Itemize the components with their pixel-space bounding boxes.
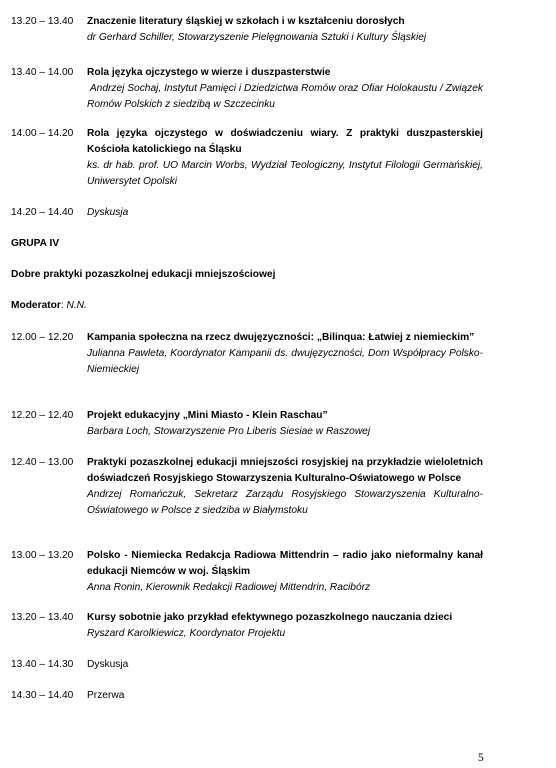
session-time: 14.00 – 14.20 (11, 128, 74, 139)
session-title: Znaczenie literatury śląskiej w szkołach i w kształceniu dorosłych (87, 16, 405, 27)
session-title: Rola języka ojczystego w doświadczeniu wiary. Z praktyki duszpasterskiej Kościoła katolickiego na Śląsku (87, 128, 483, 155)
session-time: 13.20 – 13.40 (11, 16, 74, 27)
session-title: Projekt edukacyjny „Mini Miasto - Klein Raschau” (87, 410, 328, 421)
session-title: Rola języka ojczystego w wierze i duszpasterstwie (87, 67, 331, 78)
session-speaker: Andrzej Sochaj, Instytut Pamięci i Dziedzictwa Romów oraz Ofiar Holokaustu / Związek Romów Polskich z siedzibą w Szczecinku (87, 83, 486, 110)
page-number: 5 (478, 752, 484, 764)
group-heading: GRUPA IV (11, 238, 60, 249)
session-time: 12.00 – 12.20 (11, 332, 74, 343)
moderator-value: N.N. (63, 300, 87, 311)
session-title: Dyskusja (87, 659, 129, 670)
session-speaker: Ryszard Karolkiewicz, Koordynator Projektu (87, 628, 286, 639)
session-time: 12.20 – 12.40 (11, 410, 74, 421)
session-title: Kampania społeczna na rzecz dwujęzyczności: „Bilinqua: Łatwiej z niemieckim” (87, 332, 475, 343)
session-time: 14.30 – 14.40 (11, 690, 74, 701)
session-title: Przerwa (87, 690, 125, 701)
session-time: 14.20 – 14.40 (11, 207, 74, 218)
moderator-label: Moderator (11, 300, 61, 311)
group-topic: Dobre praktyki pozaszkolnej edukacji mniejszościowej (11, 269, 276, 280)
moderator-colon: : (60, 300, 64, 311)
session-time: 12.40 – 13.00 (11, 457, 74, 468)
moderator-line (11, 298, 87, 313)
session-time: 13.00 – 13.20 (11, 550, 74, 561)
session-speaker: Barbara Loch, Stowarzyszenie Pro Liberis Siesiae w Raszowej (87, 426, 371, 437)
session-title: Dyskusja (87, 207, 129, 218)
session-title: Polsko - Niemiecka Redakcja Radiowa Mittendrin – radio jako nieformalny kanał edukacji Niemców w woj. Śląskim (87, 550, 483, 577)
session-title: Praktyki pozaszkolnej edukacji mniejszości rosyjskiej na przykładzie wieloletnich doświadczeń Rosyjskiego Stowarzyszenia Kulturalno-Oświatowego w Polsce (87, 457, 483, 484)
session-speaker: ks. dr hab. prof. UO Marcin Worbs, Wydział Teologiczny, Instytut Filologii Germańskiej, Uniwersytet Opolski (87, 160, 483, 187)
session-speaker: Anna Ronin, Kierownik Redakcji Radiowej Mittendrin, Racibórz (87, 582, 371, 593)
session-speaker: Julianna Pawleta, Koordynator Kampanii ds. dwujęzyczności, Dom Współpracy Polsko-Niemieckiej (87, 348, 483, 375)
session-speaker: Andrzej Romańczuk, Sekretarz Zarządu Rosyjskiego Stowarzyszenia Kulturalno-Oświatowego w Polsce z siedziba w Białymstoku (87, 489, 483, 516)
session-time: 13.20 – 13.40 (11, 612, 74, 623)
session-title: Kursy sobotnie jako przykład efektywnego pozaszkolnego nauczania dzieci (87, 612, 453, 623)
session-time: 13.40 – 14.30 (11, 659, 74, 670)
session-time: 13.40 – 14.00 (11, 67, 74, 78)
session-speaker: dr Gerhard Schiller, Stowarzyszenie Pielęgnowania Sztuki i Kultury Śląskiej (87, 32, 427, 43)
